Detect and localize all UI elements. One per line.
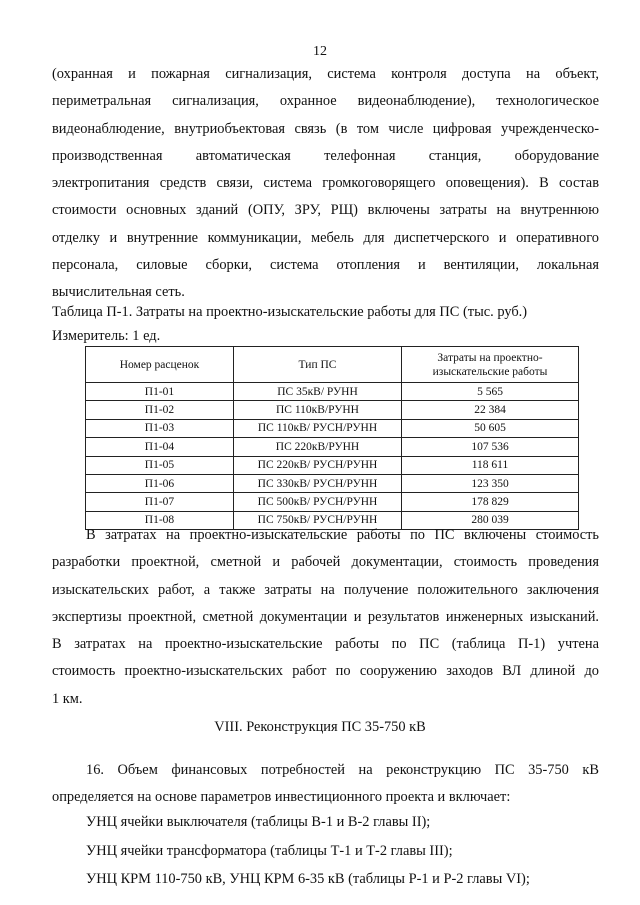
paragraph-intro (52, 61, 599, 307)
table-row (86, 493, 579, 511)
header-ps-type: Тип ПС (234, 347, 402, 383)
cell-ps-type: ПС 220кВ/ РУСН/РУНН (234, 456, 402, 474)
table-row (86, 456, 579, 474)
text-line: стоимости основных зданий (ОПУ, ЗРУ, РЩ) включены затраты на внутреннюю (52, 202, 599, 219)
cell-ps-type: ПС 500кВ/ РУСН/РУНН (234, 493, 402, 511)
cell-rate-number: П1-01 (86, 383, 234, 401)
cell-ps-type: ПС 330кВ/ РУСН/РУНН (234, 474, 402, 492)
cell-rate-number: П1-08 (86, 511, 234, 529)
cell-ps-type: ПС 110кВ/ РУСН/РУНН (234, 419, 402, 437)
text-line: отделку и внутренние коммуникации, мебель для диспетчерского и оперативного (52, 229, 599, 246)
text-line: разработки проектной, сметной и рабочей документации, стоимость проведения (52, 554, 599, 571)
text-line: экспертизы проектной, сметной документации и результатов инженерных изысканий. (52, 608, 599, 625)
text-line: вычислительная сеть. (52, 284, 185, 301)
text-line: видеонаблюдение, внутриобъектовая связь (в том числе цифровая учрежденческо- (52, 120, 599, 137)
text-line: 16. Объем финансовых потребностей на реконструкцию ПС 35-750 кВ (86, 762, 599, 778)
cell-rate-number: П1-03 (86, 419, 234, 437)
cell-cost: 280 039 (402, 511, 579, 529)
list-item: УНЦ КРМ 110-750 кВ, УНЦ КРМ 6-35 кВ (таблицы Р-1 и Р-2 главы VI); (86, 871, 530, 887)
text-line: стоимость проектно-изыскательских работ по сооружению заходов ВЛ длиной до (52, 663, 599, 680)
table-row (86, 401, 579, 419)
cell-ps-type: ПС 35кВ/ РУНН (234, 383, 402, 401)
text-line: электропитания средств связи, система громкоговорящего оповещения). В состав (52, 175, 599, 192)
paragraph-design-costs (52, 522, 599, 713)
cell-rate-number: П1-06 (86, 474, 234, 492)
header-rate-number: Номер расценок (86, 347, 234, 383)
text-line: В затратах на проектно-изыскательские работы по ПС (таблица П-1) учтена (52, 636, 599, 653)
cell-ps-type: ПС 750кВ/ РУСН/РУНН (234, 511, 402, 529)
table-row (86, 474, 579, 492)
cell-rate-number: П1-05 (86, 456, 234, 474)
text-line: 1 км. (52, 690, 83, 707)
text-line: изыскательских работ, а также затраты на получение положительного заключения (52, 581, 599, 598)
cell-cost: 178 829 (402, 493, 579, 511)
cell-ps-type: ПС 220кВ/РУНН (234, 438, 402, 456)
paragraph-reconstruction (52, 757, 599, 812)
text-line: определяется на основе параметров инвестиционного проекта и включает: (52, 789, 511, 806)
table-row (86, 383, 579, 401)
cell-cost: 22 384 (402, 401, 579, 419)
text-line: производственная автоматическая телефонная станция, оборудование (52, 147, 599, 164)
text-line: (охранная и пожарная сигнализация, система контроля доступа на объект, (52, 66, 599, 82)
table-unit: Измеритель: 1 ед. (52, 328, 161, 344)
table-caption: Таблица П-1. Затраты на проектно-изыскательские работы для ПС (тыс. руб.) (52, 304, 528, 320)
header-cost: Затраты на проектно- изыскательские работы (402, 347, 579, 383)
cell-rate-number: П1-04 (86, 438, 234, 456)
list-item: УНЦ ячейки трансформатора (таблицы Т-1 и Т-2 главы III); (86, 843, 453, 859)
cell-rate-number: П1-02 (86, 401, 234, 419)
list-item: УНЦ ячейки выключателя (таблицы В-1 и В-2 главы II); (86, 814, 431, 830)
page-number: 12 (313, 44, 327, 59)
text-line: персонала, силовые сборки, система отопления и вентиляции, локальная (52, 257, 599, 274)
text-line: периметральная сигнализация, охранное видеонаблюдение), технологическое (52, 93, 599, 110)
table-row (86, 419, 579, 437)
table-row (86, 438, 579, 456)
cell-cost: 50 605 (402, 419, 579, 437)
cell-rate-number: П1-07 (86, 493, 234, 511)
cell-cost: 123 350 (402, 474, 579, 492)
text-line: В затратах на проектно-изыскательские работы по ПС включены стоимость (86, 527, 599, 543)
cell-cost: 118 611 (402, 456, 579, 474)
cell-ps-type: ПС 110кВ/РУНН (234, 401, 402, 419)
table-header-row (86, 347, 579, 383)
section-title: VIII. Реконструкция ПС 35-750 кВ (214, 719, 426, 735)
costs-table (85, 346, 579, 530)
cell-cost: 5 565 (402, 383, 579, 401)
cell-cost: 107 536 (402, 438, 579, 456)
